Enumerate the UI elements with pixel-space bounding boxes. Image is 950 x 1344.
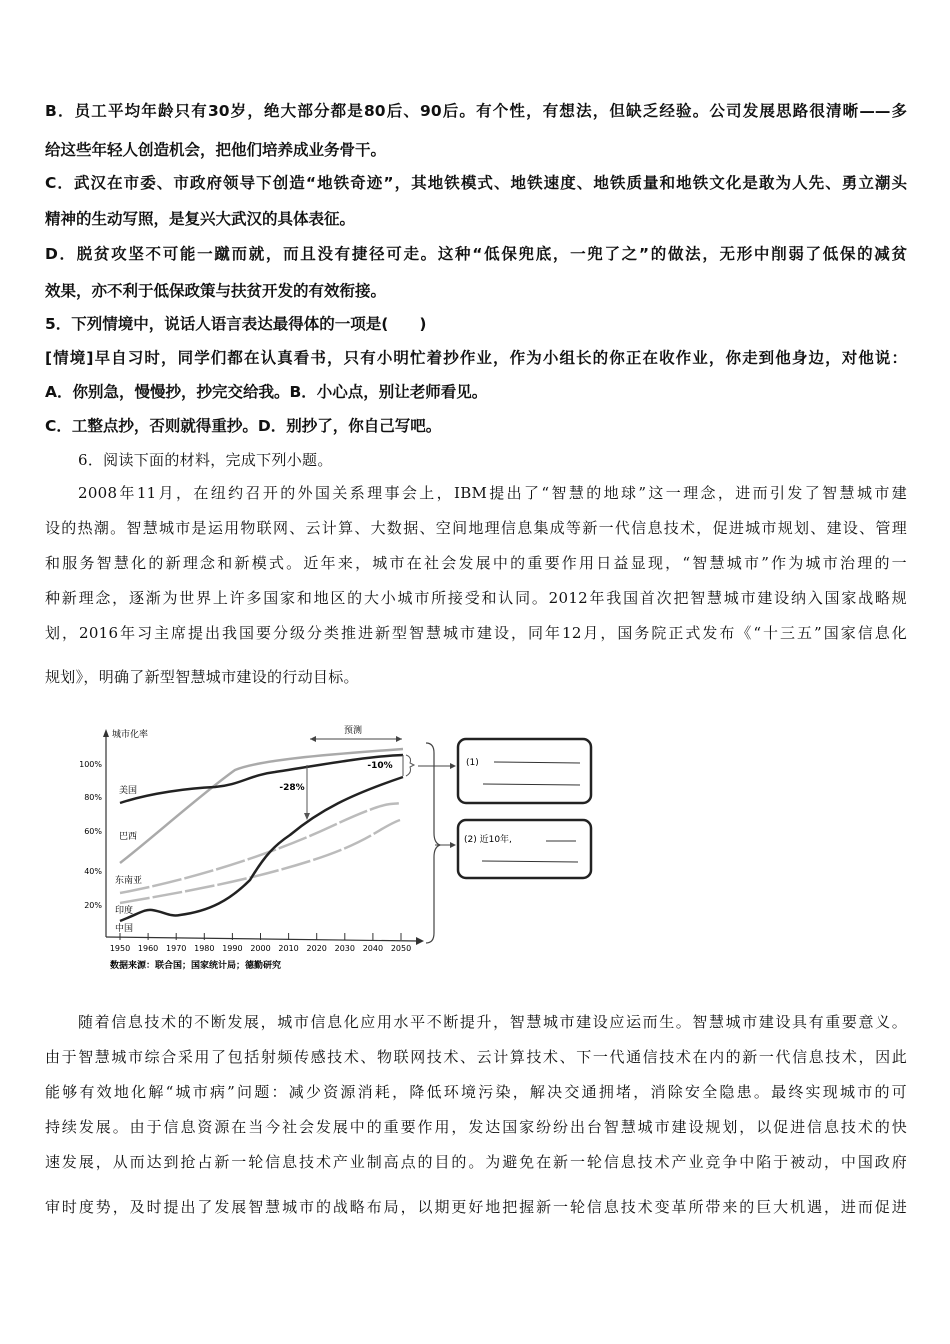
question-5-options-ab: A．你别急，慢慢抄，抄完交给我。B．小心点，别让老师看见。 (45, 383, 488, 401)
y-ticks (79, 760, 102, 910)
data-source: 数据来源：联合国；国家统计局；德勤研究 (110, 961, 282, 971)
y-axis-label: 城市化率 (112, 730, 149, 740)
paragraph-line: 持续发展。由于信息资源在当今社会发展中的重要作用，发达国家纷纷出台智慧城市建设规划，以促进信息技术的快 (45, 1118, 907, 1136)
series-china (120, 777, 403, 921)
series-label: 中国 (115, 924, 134, 934)
option-c-line2: 精神的生动写照，是复兴大武汉的具体表征。 (45, 210, 356, 228)
x-tick: 2020 (306, 944, 327, 953)
answer-box-1 (458, 739, 591, 803)
paragraph-line: 能够有效地化解“城市病”问题：减少资源消耗，降低环境污染，解决交通拥堵，消除安全隐患。最终实现城市的可 (45, 1083, 907, 1101)
paragraph-line: 种新理念，逐渐为世界上许多国家和地区的大小城市所接受和认同。2012年我国首次把智慧城市建设纳入国家战略规 (45, 589, 907, 607)
answer-box-1-label: (1) (466, 758, 479, 768)
gap-2020-label: -28% (279, 783, 305, 793)
x-ticks (110, 933, 411, 953)
paragraph-line: 和服务智慧化的新理念和新模式。近年来，城市在社会发展中的重要作用日益显现，“智慧城市”作为城市治理的一 (45, 554, 907, 572)
x-tick: 2030 (334, 944, 355, 953)
y-tick: 40% (84, 867, 102, 876)
x-tick: 2010 (278, 944, 299, 953)
option-b-line2: 给这些年轻人创造机会，把他们培养成业务骨干。 (45, 141, 387, 159)
x-tick: 2000 (250, 944, 271, 953)
question-5-stem: 5．下列情境中，说话人语言表达最得体的一项是( ) (45, 315, 427, 333)
x-axis (106, 937, 418, 941)
option-d-line2: 效果，亦不利于低保政策与扶贫开发的有效衔接。 (45, 282, 387, 300)
x-tick: 1990 (222, 944, 243, 953)
paragraph-line: 随着信息技术的不断发展，城市信息化应用水平不断提升，智慧城市建设应运而生。智慧城市建设具有重要意义。 (78, 1013, 907, 1031)
gap-2050-label: -10% (367, 761, 393, 771)
x-tick: 2040 (362, 944, 384, 953)
paragraph-line: 规划》，明确了新型智慧城市建设的行动目标。 (45, 668, 359, 686)
x-tick: 1960 (137, 944, 159, 953)
x-tick: 2050 (390, 944, 412, 953)
series-label: 东南亚 (115, 876, 143, 886)
x-tick: 1970 (166, 944, 187, 953)
series-southeast-asia (120, 803, 400, 893)
y-axis-arrow-icon (103, 729, 109, 737)
forecast-label: 预测 (343, 726, 363, 736)
series-labels (115, 784, 142, 934)
option-c-line1: C．武汉在市委、市政府领导下创造“地铁奇迹”，其地铁模式、地铁速度、地铁质量和地铁文化是敢为人先、勇立潮头 (45, 174, 907, 192)
paragraph-line: 由于智慧城市综合采用了包括射频传感技术、物联网技术、云计算技术、下一代通信技术在内的新一代信息技术，因此 (45, 1048, 907, 1066)
option-b-line1: B．员工平均年龄只有30岁，绝大部分都是80后、90后。有个性，有想法，但缺乏经验。公司发展思路很清晰——多 (45, 102, 907, 120)
paragraph-line: 速发展，从而达到抢占新一轮信息技术产业制高点的目的。为避免在新一轮信息技术产业竞争中陷于被动，中国政府 (45, 1153, 907, 1171)
paragraph-line: 2008年11月，在纽约召开的外国关系理事会上，IBM提出了“智慧的地球”这一理念，进而引发了智慧城市建 (78, 484, 907, 502)
answer-box-2-label: (2) 近10年, (464, 835, 512, 845)
answer-box-2 (458, 820, 591, 878)
series-label: 印度 (115, 906, 134, 916)
series-label: 美国 (119, 786, 138, 796)
x-tick: 1950 (109, 944, 131, 953)
question-5-options-cd: C．工整点抄，否则就得重抄。D．别抄了，你自己写吧。 (45, 417, 442, 435)
option-d-line1: D．脱贫攻坚不可能一蹴而就，而且没有捷径可走。这种“低保兜底，一兜了之”的做法，无形中削弱了低保的减贫 (45, 245, 907, 263)
paragraph-line: 划，2016年习主席提出我国要分级分类推进新型智慧城市建设，同年12月，国务院正式发布《“十三五”国家信息化 (45, 624, 907, 642)
question-6-stem: 6．阅读下面的材料，完成下列小题。 (78, 451, 333, 469)
y-tick: 20% (84, 901, 102, 910)
y-tick: 80% (84, 793, 102, 802)
series-india (120, 820, 400, 903)
y-tick: 60% (84, 827, 102, 836)
series-label: 巴西 (119, 832, 138, 842)
x-tick: 1980 (194, 944, 215, 953)
urbanization-figure (79, 715, 610, 985)
paragraph-line: 设的热潮。智慧城市是运用物联网、云计算、大数据、空间地理信息集成等新一代信息技术，促进城市规划、建设、管理 (45, 519, 907, 537)
brace (426, 743, 440, 943)
x-axis-arrow-icon (416, 937, 424, 945)
question-5-scenario: [情境]早自习时，同学们都在认真看书，只有小明忙着抄作业，作为小组长的你正在收作业，你走到他身边，对他说： (45, 349, 907, 367)
y-tick: 100% (79, 760, 102, 769)
series-brazil (120, 749, 403, 863)
paragraph-line: 审时度势，及时提出了发展智慧城市的战略布局，以期更好地把握新一轮信息技术变革所带来的巨大机遇，进而促进 (45, 1198, 907, 1216)
